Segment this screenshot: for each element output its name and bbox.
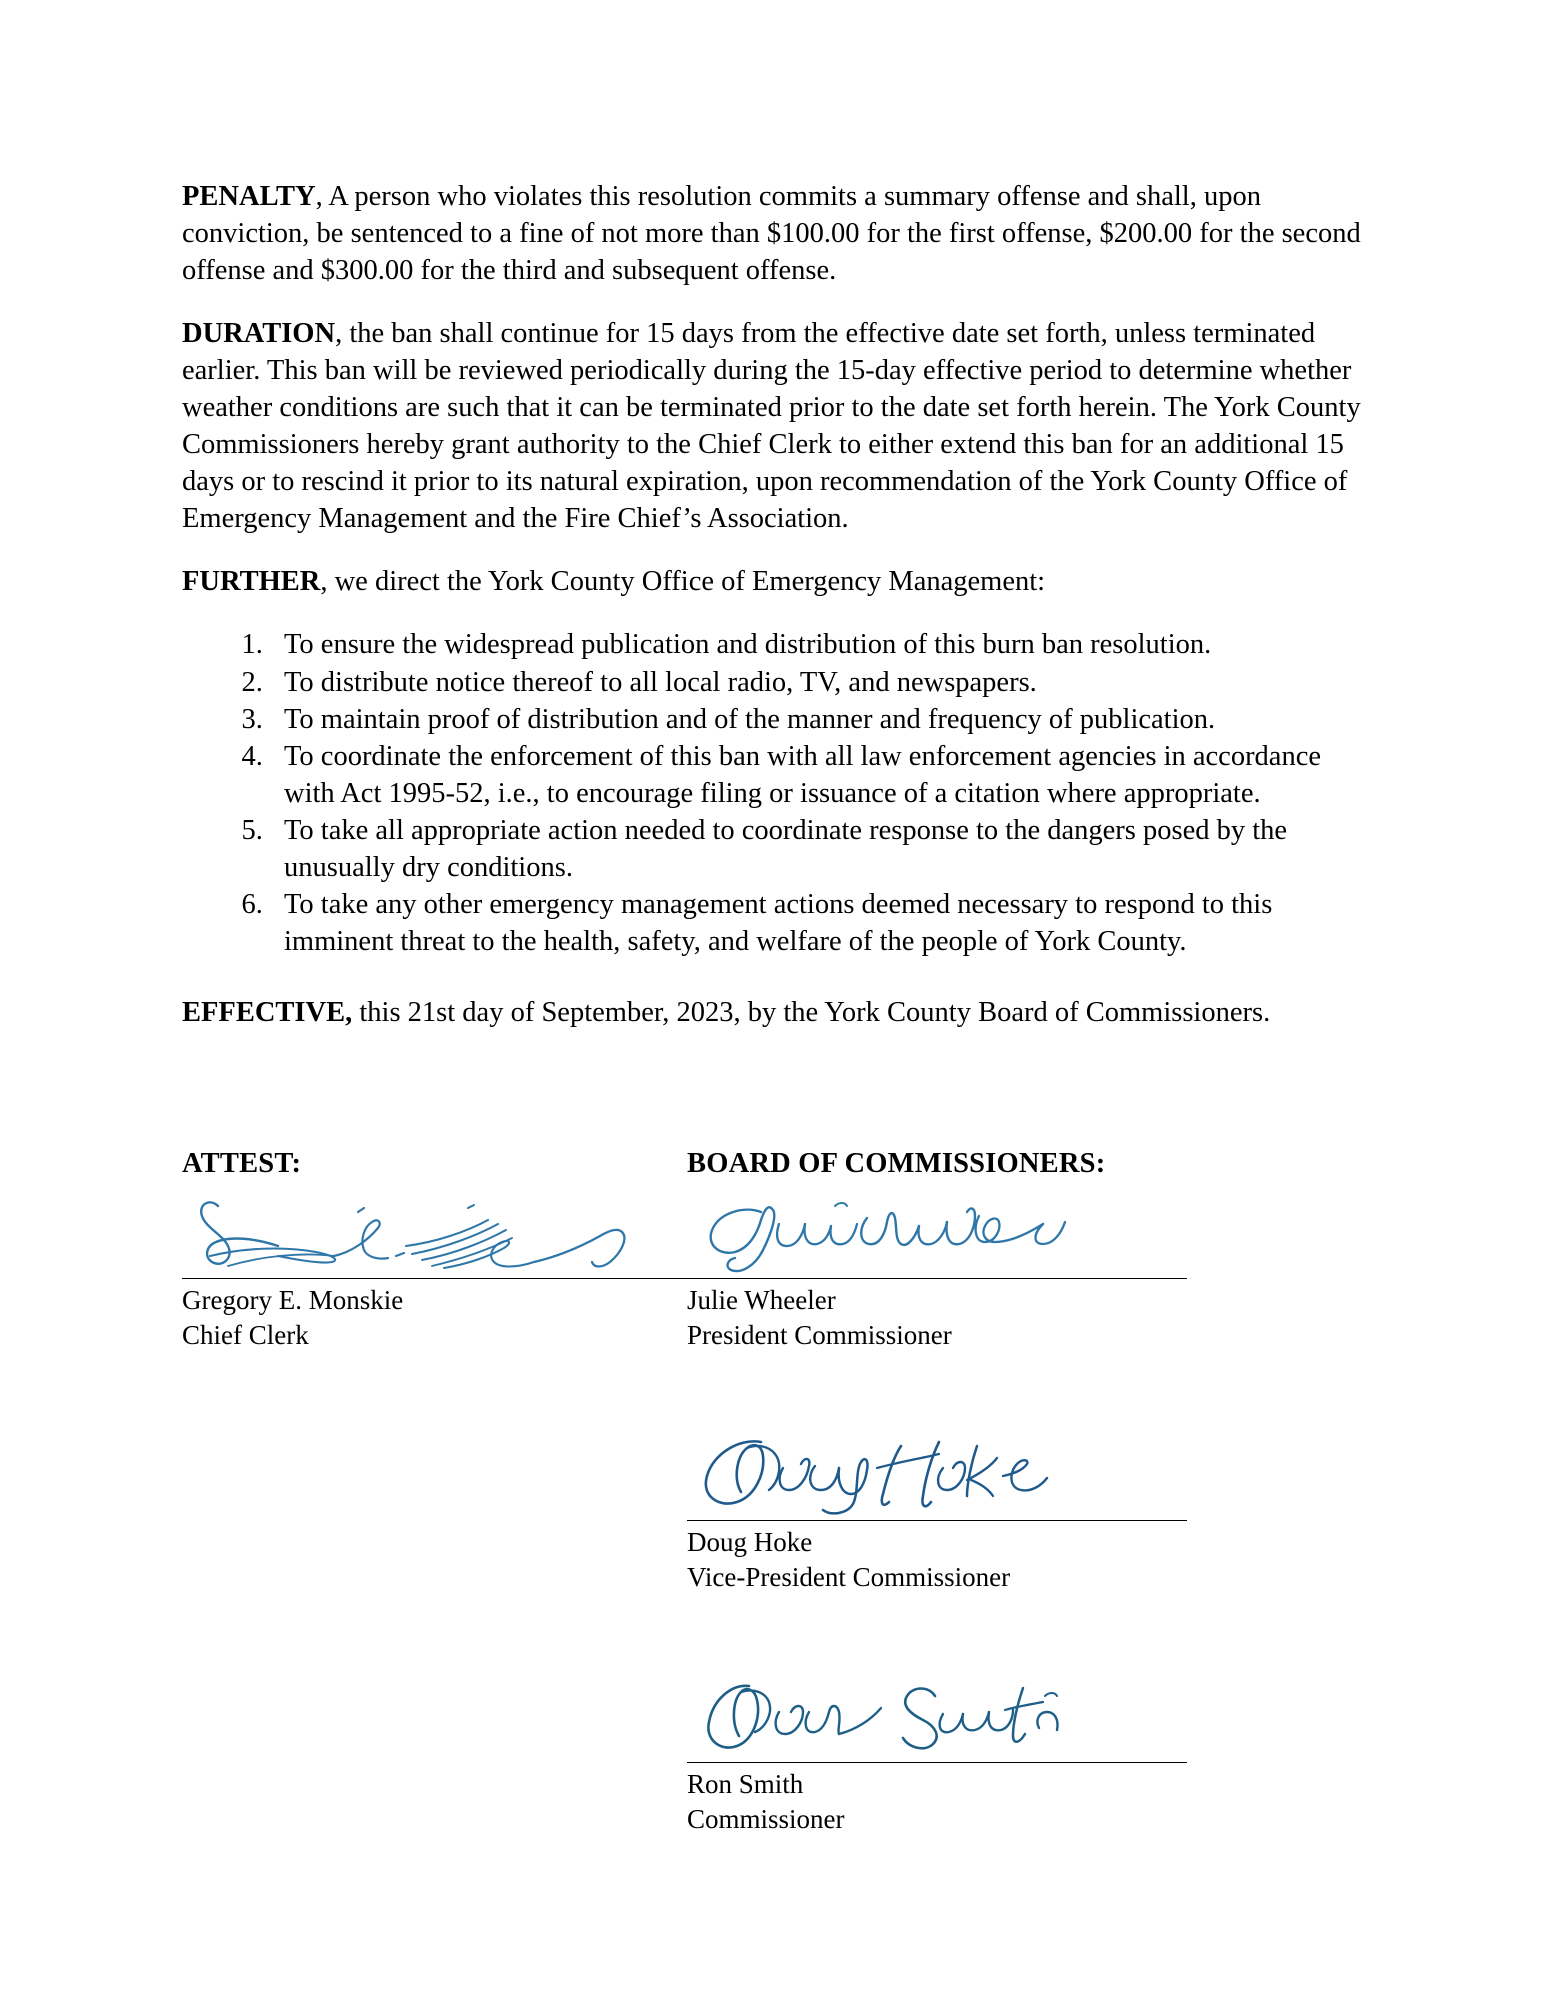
signature-columns (182, 1148, 1362, 1876)
signatory-title: Chief Clerk (182, 1319, 309, 1350)
attest-heading: ATTEST: (182, 1148, 302, 1179)
paragraph-effective-lead: EFFECTIVE, (182, 996, 353, 1028)
doug-hoke-signature-icon (687, 1432, 1187, 1520)
signature-area (182, 1148, 1362, 1876)
signature-line (687, 1762, 1187, 1763)
julie-wheeler-signature-icon (687, 1190, 1187, 1278)
signatory-title: Commissioner (687, 1803, 845, 1834)
signatory-title: President Commissioner (687, 1319, 952, 1350)
signature-block-president-commissioner (687, 1190, 1187, 1352)
signatory-name: Gregory E. Monskie (182, 1285, 404, 1315)
signature-block-commissioner (687, 1674, 1187, 1836)
list-item: 2. To distribute notice thereof to all local radio, TV, and newspapers. (270, 664, 1362, 701)
signatory-name: Doug Hoke (687, 1527, 813, 1558)
signature-block-chief-clerk (182, 1190, 687, 1352)
board-heading: BOARD OF COMMISSIONERS: (687, 1148, 1106, 1179)
paragraph-penalty (182, 178, 1362, 289)
signature-block-vice-president-commissioner (687, 1432, 1187, 1594)
paragraph-penalty-text: , A person who violates this resolution commits a summary offense and shall, upon conviction, be sentenced to a fine of not more than $100.00 for the first offense, $200.00 for the second offense and $300.00 for the third and subsequent offense. (182, 181, 1361, 287)
signature-line (687, 1520, 1187, 1521)
paragraph-effective-text: this 21st day of September, 2023, by the York County Board of Commissioners. (352, 996, 1271, 1028)
list-item: 4. To coordinate the enforcement of this ban with all law enforcement agencies in accordance with Act 1995-52, i.e., to encourage filing or issuance of a citation where appropriate. (270, 738, 1362, 812)
list-item: 6. To take any other emergency management actions deemed necessary to respond to this imminent threat to the health, safety, and welfare of the people of York County. (270, 886, 1362, 960)
directives-list (182, 626, 1362, 959)
board-column (687, 1148, 1187, 1876)
ron-smith-signature-icon (687, 1674, 1187, 1762)
paragraph-penalty-lead: PENALTY (182, 181, 316, 212)
gregory-monskie-signature-icon (182, 1190, 687, 1278)
paragraph-further-lead: FURTHER (182, 566, 321, 598)
document-body (182, 178, 1362, 1089)
paragraph-further-text: , we direct the York County Office of Emergency Management: (320, 566, 1046, 598)
paragraph-duration-lead: DURATION (182, 318, 336, 350)
signature-gap (687, 1634, 1187, 1674)
paragraph-duration (182, 315, 1362, 537)
list-item: 3. To maintain proof of distribution and of the manner and frequency of publication. (270, 701, 1362, 738)
list-item: 5. To take all appropriate action needed to coordinate response to the dangers posed by the unusually dry conditions. (270, 812, 1362, 886)
list-item: 1. To ensure the widespread publication and distribution of this burn ban resolution. (270, 626, 1362, 663)
attest-column (182, 1148, 687, 1392)
paragraph-further (182, 563, 1362, 600)
paragraph-effective (182, 994, 1362, 1031)
signatory-title: Vice-President Commissioner (687, 1561, 1011, 1592)
signature-line (687, 1278, 1187, 1279)
paragraph-duration-text: , the ban shall continue for 15 days from the effective date set forth, unless terminated earlier. This ban will be reviewed periodically during the 15-day effective period to determine whether weather conditions are such that it can be terminated prior to the date set forth herein. The York County Commissioners hereby grant authority to the Chief Clerk to either extend this ban for an additional 15 days or to rescind it prior to its natural expiration, upon recommendation of the York County Office of Emergency Management and the Fire Chief’s Association. (182, 318, 1361, 535)
signature-gap (687, 1392, 1187, 1432)
signatory-name: Julie Wheeler (687, 1285, 836, 1315)
signature-line (182, 1278, 687, 1279)
signatory-name: Ron Smith (687, 1769, 804, 1800)
